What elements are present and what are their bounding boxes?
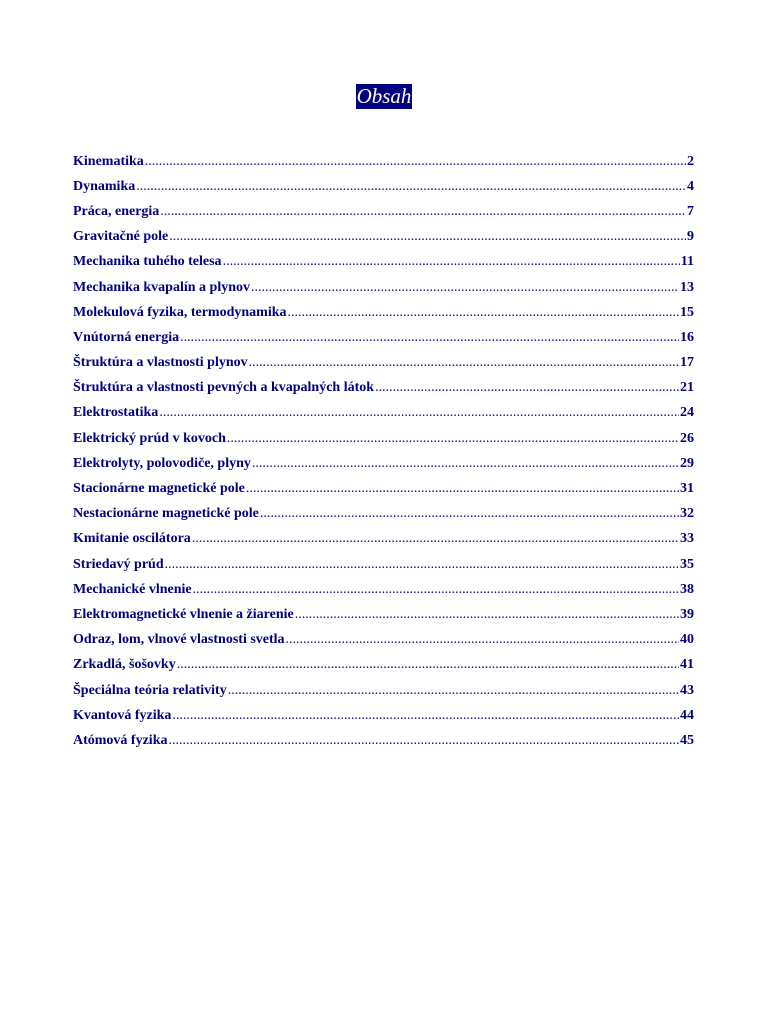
toc-dot-leader <box>160 202 686 222</box>
toc-dot-leader <box>252 454 679 474</box>
toc-entry[interactable] <box>73 728 694 753</box>
toc-entry-title: Elektromagnetické vlnenie a žiarenie <box>73 606 294 622</box>
toc-entry-page: 31 <box>680 481 694 497</box>
toc-dot-leader <box>227 429 679 449</box>
toc-entry-page: 44 <box>680 707 694 723</box>
toc-entry-title: Špeciálna teória relativity <box>73 682 227 698</box>
toc-entry-page: 2 <box>687 153 694 169</box>
toc-entry[interactable] <box>73 426 694 451</box>
toc-dot-leader <box>228 681 679 701</box>
toc-entry[interactable] <box>73 476 694 501</box>
toc-dot-leader <box>260 504 679 524</box>
toc-dot-leader <box>180 328 679 348</box>
toc-dot-leader <box>169 731 680 751</box>
toc-entry-title: Mechanické vlnenie <box>73 581 192 597</box>
toc-entry-title: Zrkadlá, šošovky <box>73 657 176 673</box>
toc-dot-leader <box>288 303 680 323</box>
toc-entry-title: Mechanika kvapalín a plynov <box>73 279 250 295</box>
toc-entry-title: Nestacionárne magnetické pole <box>73 506 259 522</box>
toc-dot-leader <box>177 655 679 675</box>
toc-entry-page: 32 <box>680 506 694 522</box>
toc-entry[interactable] <box>73 300 694 325</box>
toc-dot-leader <box>295 605 679 625</box>
toc-entry[interactable] <box>73 703 694 728</box>
toc-dot-leader <box>145 152 686 172</box>
toc-entry-page: 39 <box>680 606 694 622</box>
toc-entry-title: Kmitanie oscilátora <box>73 531 191 547</box>
toc-entry[interactable] <box>73 552 694 577</box>
toc-entry-page: 40 <box>680 632 694 648</box>
toc-entry-page: 15 <box>680 304 694 320</box>
toc-dot-leader <box>169 227 686 247</box>
toc-entry-page: 21 <box>680 380 694 396</box>
toc-dot-leader <box>136 177 686 197</box>
toc-entry-title: Odraz, lom, vlnové vlastnosti svetla <box>73 632 285 648</box>
toc-dot-leader <box>286 630 679 650</box>
toc-heading: Obsah <box>356 84 412 108</box>
toc-entry[interactable] <box>73 149 694 174</box>
toc-entry[interactable] <box>73 376 694 401</box>
toc-dot-leader <box>159 403 679 423</box>
toc-entry-title: Dynamika <box>73 178 136 194</box>
toc-entry-page: 26 <box>680 430 694 446</box>
toc-entry[interactable] <box>73 174 694 199</box>
toc-entry-page: 41 <box>680 657 694 673</box>
toc-entry[interactable] <box>73 275 694 300</box>
toc-entry[interactable] <box>73 325 694 350</box>
toc-entry[interactable] <box>73 602 694 627</box>
toc-entry-title: Kvantová fyzika <box>73 707 172 723</box>
toc-dot-leader <box>375 378 679 398</box>
toc-entry-page: 24 <box>680 405 694 421</box>
toc-entry-title: Kinematika <box>73 153 144 169</box>
toc-entry-title: Stacionárne magnetické pole <box>73 481 245 497</box>
toc-entry-page: 43 <box>680 682 694 698</box>
toc-entry-page: 38 <box>680 581 694 597</box>
toc-entry-page: 4 <box>687 178 694 194</box>
toc-entry[interactable] <box>73 678 694 703</box>
toc-entry-title: Štruktúra a vlastnosti plynov <box>73 355 248 371</box>
toc-entry[interactable] <box>73 502 694 527</box>
toc-entry[interactable] <box>73 250 694 275</box>
toc-entry-title: Elektrický prúd v kovoch <box>73 430 226 446</box>
table-of-contents <box>73 149 694 754</box>
toc-dot-leader <box>251 278 679 298</box>
toc-dot-leader <box>165 555 679 575</box>
toc-entry-page: 45 <box>680 732 694 748</box>
toc-entry-page: 7 <box>687 203 694 219</box>
toc-entry[interactable] <box>73 351 694 376</box>
toc-entry-page: 16 <box>680 329 694 345</box>
toc-entry[interactable] <box>73 653 694 678</box>
toc-entry-title: Elektrolyty, polovodiče, plyny <box>73 455 251 471</box>
toc-entry-title: Elektrostatika <box>73 405 159 421</box>
toc-entry[interactable] <box>73 577 694 602</box>
toc-dot-leader <box>223 252 680 272</box>
toc-dot-leader <box>249 353 679 373</box>
title-container <box>0 84 768 109</box>
toc-entry[interactable] <box>73 225 694 250</box>
toc-entry-page: 17 <box>680 355 694 371</box>
toc-entry-title: Molekulová fyzika, termodynamika <box>73 304 287 320</box>
toc-entry-title: Gravitačné pole <box>73 229 169 245</box>
toc-entry-title: Práca, energia <box>73 203 160 219</box>
toc-entry-title: Striedavý prúd <box>73 556 164 572</box>
toc-dot-leader <box>246 479 679 499</box>
toc-entry-page: 35 <box>680 556 694 572</box>
toc-entry-page: 33 <box>680 531 694 547</box>
toc-entry-title: Atómová fyzika <box>73 732 168 748</box>
toc-dot-leader <box>193 580 679 600</box>
toc-entry-title: Vnútorná energia <box>73 329 180 345</box>
toc-entry[interactable] <box>73 451 694 476</box>
toc-entry-title: Mechanika tuhého telesa <box>73 254 222 270</box>
toc-entry[interactable] <box>73 628 694 653</box>
toc-dot-leader <box>172 706 679 726</box>
toc-entry[interactable] <box>73 527 694 552</box>
toc-entry-page: 29 <box>680 455 694 471</box>
toc-entry-title: Štruktúra a vlastnosti pevných a kvapalných látok <box>73 380 375 396</box>
toc-dot-leader <box>192 529 679 549</box>
toc-entry-page: 13 <box>680 279 694 295</box>
toc-entry-page: 11 <box>680 254 694 270</box>
toc-entry[interactable] <box>73 401 694 426</box>
toc-entry[interactable] <box>73 199 694 224</box>
toc-entry-page: 9 <box>687 229 694 245</box>
